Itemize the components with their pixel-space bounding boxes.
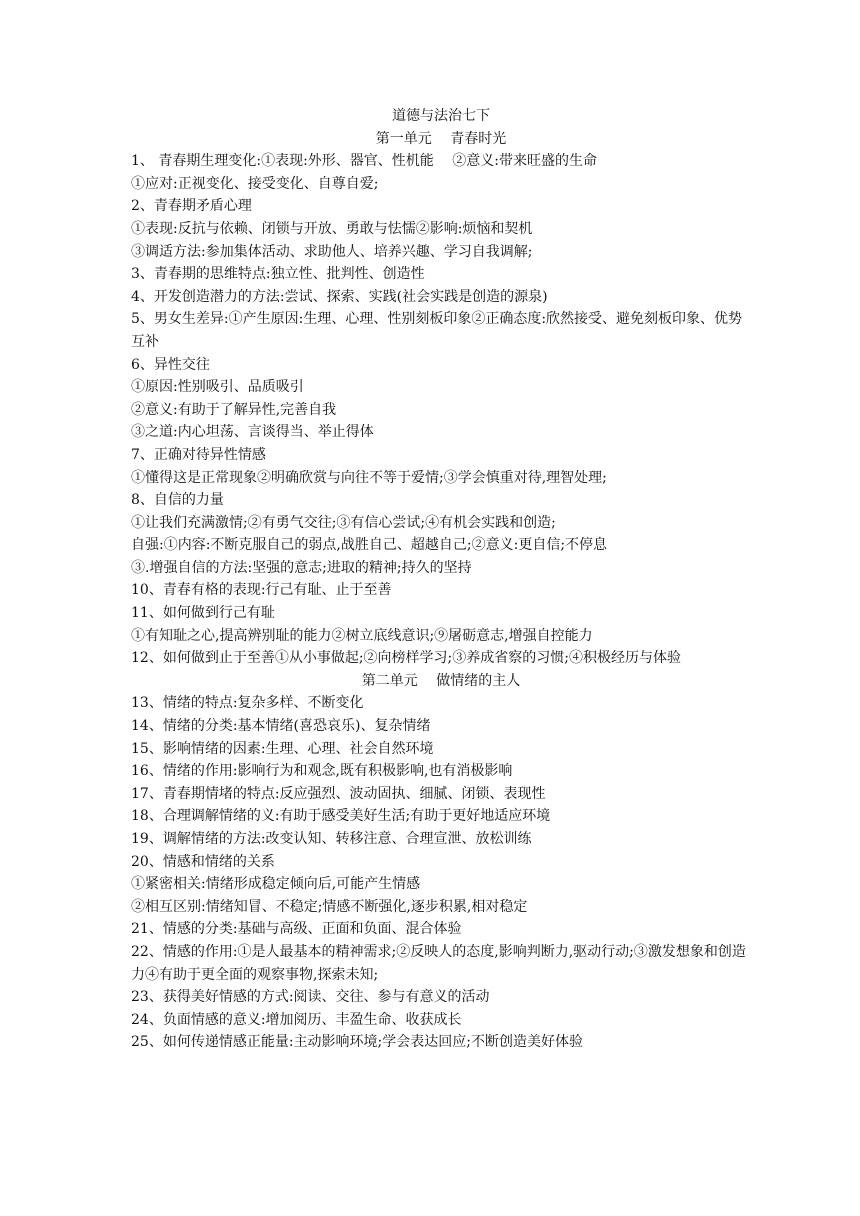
section-heading: 第二单元 做情绪的主人 xyxy=(361,672,521,689)
text-line: 3、青春期的思维特点:独立性、批判性、创造性 xyxy=(131,266,425,283)
text-line: 7、正确对待异性情感 xyxy=(131,446,266,463)
text-line: ①紧密相关:情绪形成稳定倾向后,可能产生情感 xyxy=(131,876,421,893)
text-line: 11、如何做到行己有耻 xyxy=(131,605,275,622)
text-line: ③.增强自信的方法:坚强的意志;进取的精神;持久的坚持 xyxy=(131,559,472,576)
text-line: ②相互区别:情绪知冒、不稳定;情感不断强化,逐步积累,相对稳定 xyxy=(131,898,528,915)
text-line: 16、情绪的作用:影响行为和观念,既有积极影响,也有消极影响 xyxy=(131,763,513,780)
text-line: 2、青春期矛盾心理 xyxy=(131,198,252,215)
text-line: ①让我们充满激情;②有勇气交往;③有信心尝试;④有机会实践和创造; xyxy=(131,514,556,531)
text-line: 19、调解情绪的方法:改变认知、转移注意、合理宣泄、放松训练 xyxy=(131,831,532,847)
text-line: 13、情绪的特点:复杂多样、不断变化 xyxy=(131,695,364,712)
text-line: 21、情感的分类:基础与高级、正面和负面、混合体验 xyxy=(131,921,462,938)
text-line: 18、合理调解情绪的义:有助于感受美好生活;有助于更好地适应环境 xyxy=(131,808,551,825)
text-line: 12、如何做到止于至善①从小事做起;②向榜样学习;③养成省察的习惯;④积极经历与体验 xyxy=(131,650,681,667)
text-line: 14、情绪的分类:基本情绪(喜恐哀乐)、复杂情绪 xyxy=(131,718,431,735)
text-line: 4、开发创造潜力的方法:尝试、探索、实践(社会实践是创造的源泉) xyxy=(131,288,548,305)
text-line: ③调适方法:参加集体活动、求助他人、培养兴趣、学习自我调解; xyxy=(131,243,533,260)
text-line: 24、负面情感的意义:增加阅历、丰盈生命、收获成长 xyxy=(131,1011,462,1028)
text-line: 6、异性交往 xyxy=(131,356,210,373)
section-heading: 第一单元 青春时光 xyxy=(375,130,507,147)
text-line: 20、情感和情绪的关系 xyxy=(131,853,275,870)
text-line: ①原因:性别吸引、品质吸引 xyxy=(131,379,304,396)
text-line: 自强:①内容:不断克服自己的弱点,战胜自己、超越自己;②意义:更自信;不停息 xyxy=(131,537,608,554)
text-line: 8、自信的力量 xyxy=(131,492,224,509)
text-line: ①有知耻之心,提高辨别耻的能力②树立底线意识;⑨屠砺意志,增强自控能力 xyxy=(131,627,593,644)
text-line: 5、男女生差异:①产生原因:生理、心理、性别刻板印象②正确态度:欣然接受、避免刻板印象、优势互补 xyxy=(131,311,743,350)
text-line: 22、情感的作用:①是人最基本的精神需求;②反映人的态度,影响判断力,驱动行动;③激发想象和创造力④有助于更全面的观察事物,探索未知; xyxy=(131,943,746,983)
document-title: 道德与法治七下 xyxy=(392,108,490,124)
text-line: ③之道:内心坦荡、言谈得当、举止得体 xyxy=(131,424,374,441)
text-line: 17、青春期情堵的特点:反应强烈、波动固执、细腻、闭锁、表现性 xyxy=(131,785,546,802)
text-line: 1、 青春期生理变化:①表现:外形、器官、性机能 ②意义:带来旺盛的生命 xyxy=(131,153,597,170)
text-line: 10、青春有格的表现:行己有耻、止于至善 xyxy=(131,582,392,599)
document-body xyxy=(131,105,751,1054)
text-line: ①表现:反抗与依赖、闭锁与开放、勇敢与怯懦②影响:烦恼和契机 xyxy=(131,220,533,237)
text-line: 15、影响情绪的因素:生理、心理、社会自然环境 xyxy=(131,740,434,757)
text-line: 25、如何传递情感正能量:主动影响环境;学会表达回应;不断创造美好体验 xyxy=(131,1034,583,1051)
text-line: ①懂得这是正常现象②明确欣赏与向往不等于爱情;③学会慎重对待,理智处理; xyxy=(131,469,607,486)
text-line: ①应对:正视变化、接受变化、自尊自爱; xyxy=(131,175,379,192)
text-line: ②意义:有助于了解异性,完善自我 xyxy=(131,401,337,418)
text-line: 23、获得美好情感的方式:阅读、交往、参与有意义的活动 xyxy=(131,989,490,1006)
